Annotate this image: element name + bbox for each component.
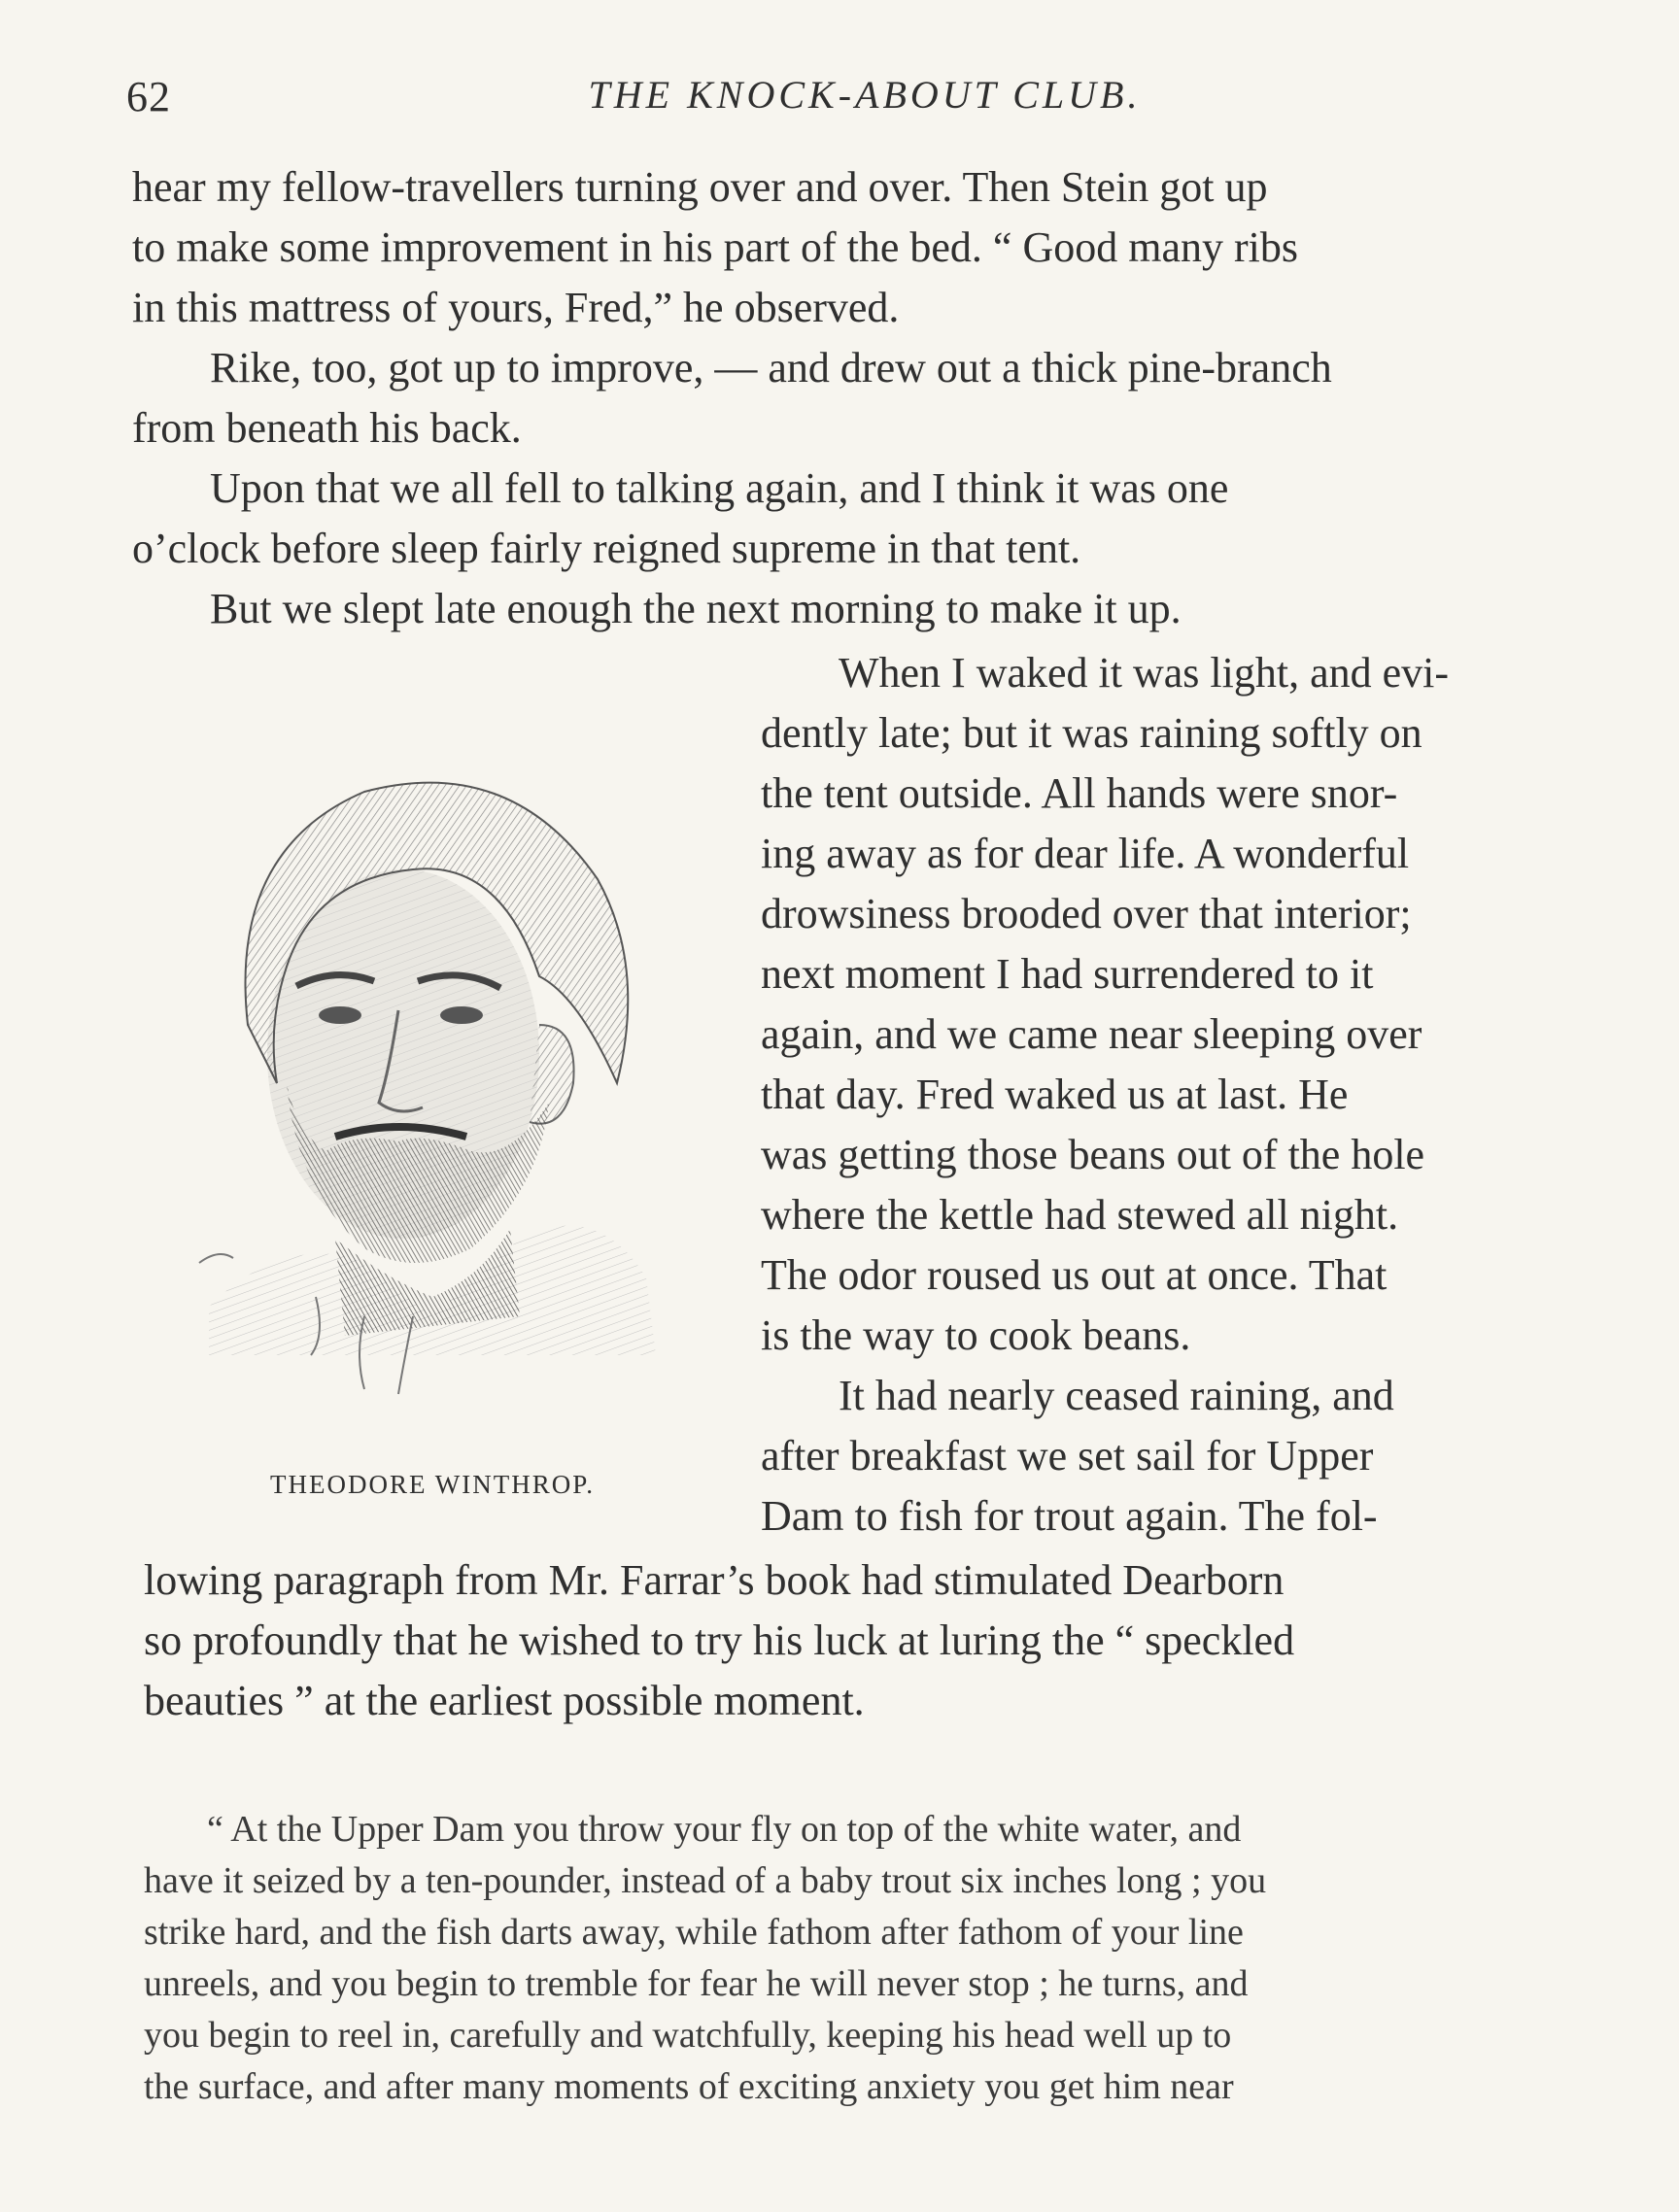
text-line: drowsiness brooded over that interior;	[761, 890, 1412, 937]
quote-line: strike hard, and the fish darts away, while fathom after fathom of your line	[144, 1912, 1244, 1953]
text-line: It had nearly ceased raining, and	[839, 1372, 1394, 1419]
portrait-illustration	[189, 733, 675, 1418]
quote-line: “ At the Upper Dam you throw your fly on top of the white water, and	[207, 1809, 1242, 1850]
block-quote	[144, 1804, 1604, 2113]
text-line: When I waked it was light, and evi-	[839, 649, 1450, 697]
running-head: THE KNOCK-ABOUT CLUB.	[588, 73, 1142, 117]
text-line: lowing paragraph from Mr. Farrar’s book had stimulated Dearborn	[144, 1556, 1285, 1604]
body-text-wrap	[761, 643, 1604, 1547]
text-line: that day. Fred waked us at last. He	[761, 1071, 1349, 1118]
text-line: Rike, too, got up to improve, — and drew out a thick pine-branch	[210, 344, 1332, 391]
text-line: so profoundly that he wished to try his luck at luring the “ speckled	[144, 1616, 1295, 1664]
text-line: But we slept late enough the next morning to make it up.	[210, 585, 1182, 632]
text-line: to make some improvement in his part of the bed. “ Good many ribs	[132, 223, 1298, 271]
text-line: The odor roused us out at once. That	[761, 1251, 1388, 1299]
quote-line: you begin to reel in, carefully and watchfully, keeping his head well up to	[144, 2015, 1232, 2056]
body-text-top	[132, 157, 1604, 639]
text-line: next moment I had surrendered to it	[761, 950, 1374, 998]
text-line: hear my fellow-travellers turning over and over. Then Stein got up	[132, 163, 1268, 211]
text-line: the tent outside. All hands were snor-	[761, 769, 1398, 817]
text-line: dently late; but it was raining softly on	[761, 709, 1422, 757]
text-line: from beneath his back.	[132, 404, 522, 452]
text-line: beauties ” at the earliest possible moment.	[144, 1677, 865, 1724]
quote-line: unreels, and you begin to tremble for fear he will never stop ; he turns, and	[144, 1963, 1249, 2004]
text-line: Dam to fish for trout again. The fol-	[761, 1492, 1378, 1540]
page-header	[126, 72, 1603, 130]
body-text-bottom	[144, 1550, 1604, 1731]
text-line: o’clock before sleep fairly reigned supreme in that tent.	[132, 525, 1081, 572]
illustration-caption: THEODORE WINTHROP.	[270, 1470, 595, 1499]
page-number: 62	[126, 73, 171, 120]
text-line: again, and we came near sleeping over	[761, 1010, 1422, 1058]
text-line: where the kettle had stewed all night.	[761, 1191, 1399, 1239]
text-line: after breakfast we set sail for Upper	[761, 1432, 1374, 1480]
quote-line: have it seized by a ten-pounder, instead of a baby trout six inches long ; you	[144, 1860, 1267, 1901]
text-line: ing away as for dear life. A wonderful	[761, 830, 1410, 877]
text-line: was getting those beans out of the hole	[761, 1131, 1425, 1178]
text-line: in this mattress of yours, Fred,” he observed.	[132, 284, 900, 331]
text-line: Upon that we all fell to talking again, and I think it was one	[210, 464, 1229, 512]
text-line: is the way to cook beans.	[761, 1311, 1191, 1359]
quote-line: the surface, and after many moments of exciting anxiety you get him near	[144, 2066, 1234, 2107]
